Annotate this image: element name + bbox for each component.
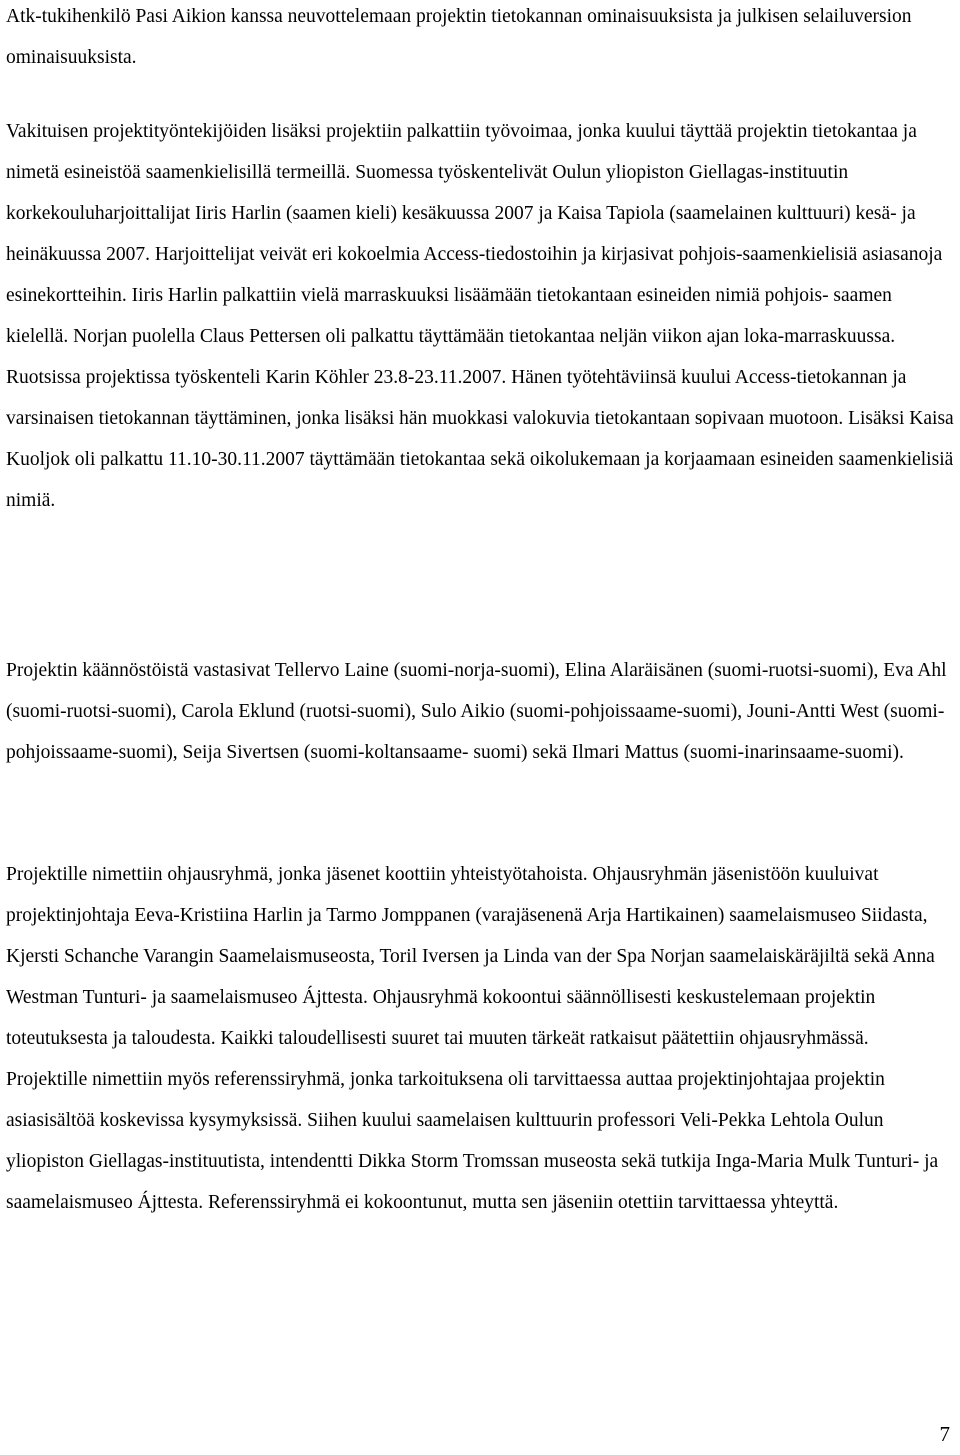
paragraph-project-workers: Vakituisen projektityöntekijöiden lisäksi projektiin palkattiin työvoimaa, jonka kuului täyttää projektin tietokantaa ja nimetä esineistöä saamenkielisillä termeillä. Suomessa työskentelivät Oulun yliopiston Giellagas-instituutin korkekouluharjoittalijat Iiris Harlin (saamen kieli) kesäkuussa 2007 ja Kaisa Tapiola (saamelainen kulttuuri) kesä- ja heinäkuussa 2007. Harjoittelijat veivät eri kokoelmia Access-tiedostoihin ja kirjasivat pohjois-saamenkielisiä asiasanoja esinekortteihin. Iiris Harlin palkattiin vielä marraskuuksi lisäämään tietokantaan esineiden nimiä pohjois- saamen kielellä. Norjan puolella Claus Pettersen oli palkattu täyttämään tietokantaa neljän viikon ajan loka-marraskuussa. Ruotsissa projektissa työskenteli Karin Köhler 23.8-23.11.2007. Hänen työtehtäviinsä kuului Access-tietokannan ja varsinaisen tietokannan täyttäminen, jonka lisäksi hän muokkasi valokuvia tietokantaan sopivaan muotoon. Lisäksi Kaisa Kuoljok oli palkattu 11.10-30.11.2007 täyttämään tietokantaa sekä oikolukemaan ja korjaamaan esineiden saamenkielisiä nimiä.: [6, 121, 954, 511]
paragraph-steering-group: Projektille nimettiin ohjausryhmä, jonka jäsenet koottiin yhteistyötahoista. Ohjausryhmän jäsenistöön kuuluivat projektinjohtaja Eeva-Kristiina Harlin ja Tarmo Jomppanen (varajäsenenä Arja Hartikainen) saamelaismuseo Siidasta, Kjersti Schanche Varangin Saamelaismuseosta, Toril Iversen ja Linda van der Spa Norjan saamelaiskäräjiltä sekä Anna Westman Tunturi- ja saamelaismuseo Ájttesta. Ohjausryhmä kokoontui säännöllisesti keskustelemaan projektin toteutuksesta ja taloudesta. Kaikki taloudellisesti suuret tai muuten tärkeät ratkaisut päätettiin ohjausryhmässä. Projektille nimettiin myös referenssiryhmä, jonka tarkoituksena oli tarvittaessa auttaa projektinjohtajaa projektin asiasisältöä koskevissa kysymyksissä. Siihen kuului saamelaisen kulttuurin professori Veli-Pekka Lehtola Oulun yliopiston Giellagas-instituutista, intendentti Dikka Storm Tromssan museosta sekä tutkija Inga-Maria Mulk Tunturi- ja saamelaismuseo Ájttesta. Referenssiryhmä ei kokoontunut, mutta sen jäseniin otettiin tarvittaessa yhteyttä.: [6, 864, 939, 1213]
page-number: 7: [939, 1422, 950, 1446]
paragraph-translators: Projektin käännöstöistä vastasivat Tellervo Laine (suomi-norja-suomi), Elina Alaräisänen (suomi-ruotsi-suomi), Eva Ahl (suomi-ruotsi-suomi), Carola Eklund (ruotsi-suomi), Sulo Aikio (suomi-pohjoissaame-suomi), Jouni-Antti West (suomi-pohjoissaame-suomi), Seija Sivertsen (suomi-koltansaame- suomi) sekä Ilmari Mattus (suomi-inarinsaame-suomi).: [6, 660, 947, 763]
paragraph-continuation: Atk-tukihenkilö Pasi Aikion kanssa neuvottelemaan projektin tietokannan ominaisuuksista ja julkisen selailuversion ominaisuuksista.: [6, 6, 912, 68]
